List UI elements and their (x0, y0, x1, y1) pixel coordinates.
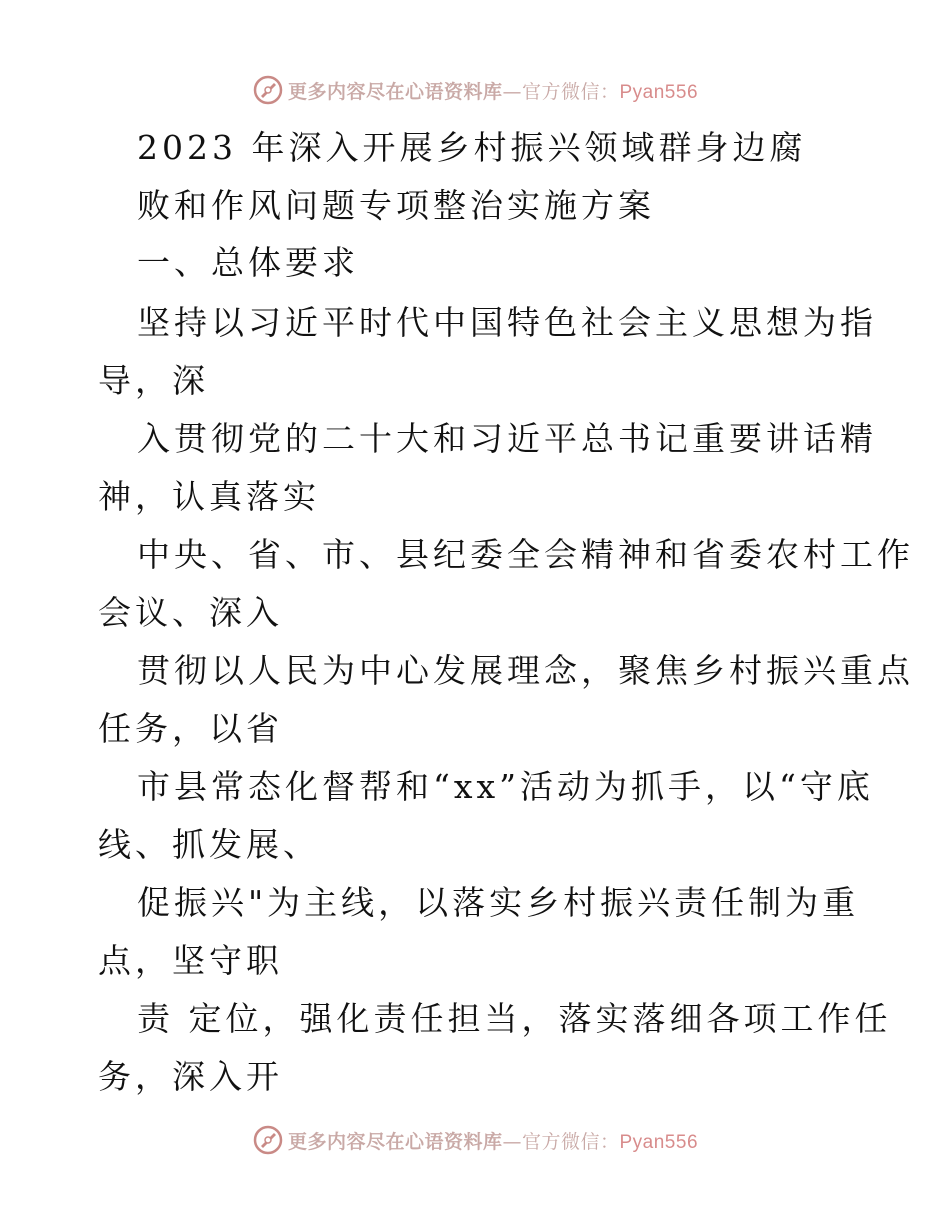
body-line: 线、抓发展、 (98, 825, 320, 864)
body-line: 点，坚守职 (98, 941, 283, 980)
document-title-line-1: 2023 年深入开展乡村振兴领域群身边腐 (137, 128, 807, 167)
watermark-text (288, 1127, 698, 1154)
body-line: 促振兴"为主线，以落实乡村振兴责任制为重 (137, 883, 860, 922)
body-line: 坚持以习近平时代中国特色社会主义思想为指 (137, 303, 877, 342)
pen-circle-logo-icon (252, 1124, 284, 1156)
body-line: 中央、省、市、县纪委全会精神和省委农村工作 (137, 535, 914, 574)
watermark-label: 官方微信： (521, 80, 620, 103)
pen-circle-logo-icon (252, 74, 284, 106)
body-line: 神，认真落实 (98, 477, 320, 516)
watermark-label: 官方微信： (521, 1130, 620, 1153)
body-line: 务，深入开 (98, 1057, 283, 1096)
body-line: 任务，以省 (98, 709, 283, 748)
header-watermark (0, 70, 950, 110)
watermark-dash: — (502, 1130, 522, 1153)
watermark-main: 更多内容尽在心语资料库 (287, 1130, 503, 1153)
watermark-contact: Pyan556 (619, 1131, 699, 1153)
body-line: 导，深 (98, 361, 209, 400)
watermark-main: 更多内容尽在心语资料库 (287, 80, 503, 103)
document-title-line-2: 败和作风问题专项整治实施方案 (137, 186, 655, 225)
body-line: 市县常态化督帮和“xx”活动为抓手，以“守底 (137, 767, 874, 806)
body-line: 会议、深入 (98, 593, 283, 632)
watermark-text (288, 77, 698, 104)
footer-watermark (0, 1120, 950, 1160)
body-line: 入贯彻党的二十大和习近平总书记重要讲话精 (137, 419, 877, 458)
body-line: 贯彻以人民为中心发展理念，聚焦乡村振兴重点 (137, 651, 914, 690)
watermark-dash: — (502, 80, 522, 103)
watermark-contact: Pyan556 (619, 81, 699, 103)
section-heading: 一、总体要求 (137, 243, 359, 282)
body-line: 责 定位，强化责任担当，落实落细各项工作任 (137, 999, 892, 1038)
